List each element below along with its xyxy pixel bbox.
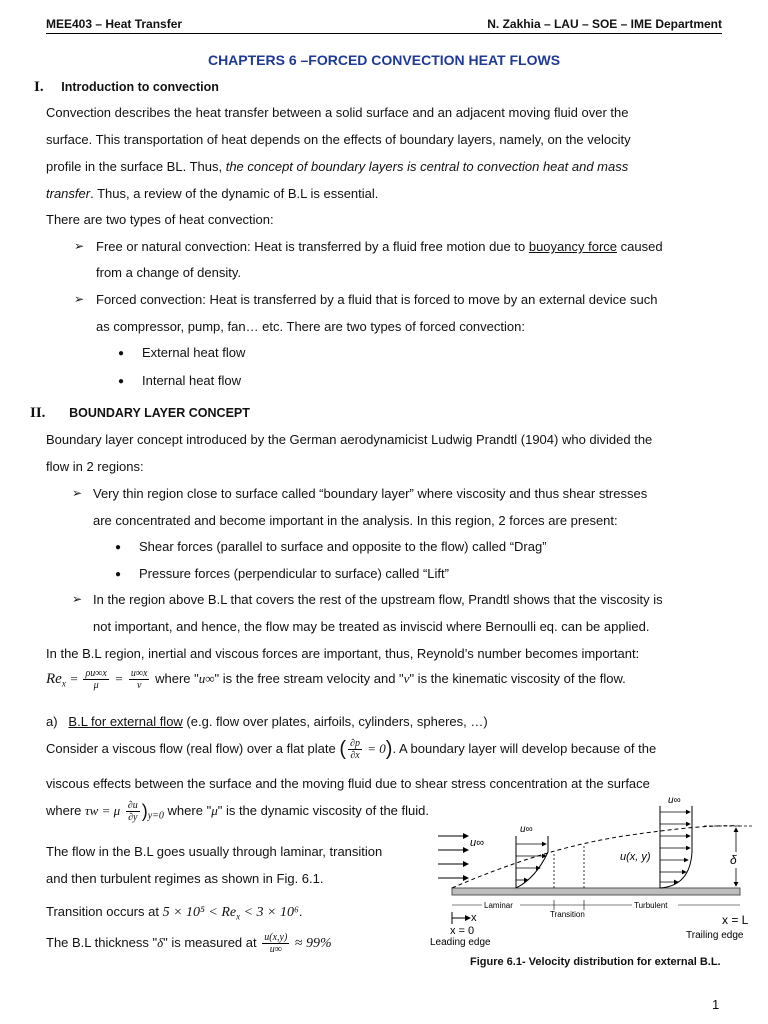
- re-fraction-1: [83, 668, 108, 691]
- text-run: .: [298, 904, 303, 919]
- re-fraction-2: [129, 668, 150, 691]
- text-run: where: [46, 802, 86, 818]
- s2-bullet2-line2: not important, and hence, the flow may be treated as inviscid where Bernoulli eq. can be applied.: [93, 619, 650, 634]
- section-1-numeral: I.: [34, 79, 44, 95]
- fraction-denominator: ν: [136, 680, 142, 691]
- math-subscript: y=0: [147, 810, 164, 822]
- text-run: Free or natural convection: Heat is transferred by a fluid free motion due to: [96, 239, 529, 254]
- laminar-label: Laminar: [484, 901, 513, 910]
- math-run: ν: [403, 670, 410, 686]
- math-run: < 3 × 10⁶: [240, 905, 299, 920]
- section-2-numeral: II.: [30, 405, 46, 421]
- fraction-denominator: u∞: [269, 944, 282, 955]
- bullet-arrow-icon: ➢: [74, 292, 85, 306]
- text-run: The B.L thickness ": [46, 934, 158, 950]
- leading-edge-label: Leading edge: [430, 937, 491, 948]
- s2-bullet2-line1: In the region above B.L that covers the rest of the upstream flow, Prandtl shows that the viscosity is: [93, 592, 663, 607]
- s2-para1-line1: Boundary layer concept introduced by the German aerodynamicist Ludwig Prandtl (1904) who divided the: [46, 432, 653, 447]
- text-run: where ": [167, 802, 212, 818]
- bullet-dot-icon: ●: [115, 542, 122, 553]
- header-course: MEE403 – Heat Transfer: [46, 17, 183, 31]
- x-L-label: x = L: [722, 913, 749, 927]
- bl-edge-curve: [452, 826, 740, 888]
- section-2-title: BOUNDARY LAYER CONCEPT: [69, 406, 250, 420]
- bullet-arrow-icon: ➢: [72, 486, 83, 500]
- flat-plate: [452, 888, 740, 895]
- text-run: (e.g. flow over plates, airfoils, cylinders, spheres, …): [182, 714, 488, 729]
- bullet-dot-icon: ●: [118, 376, 125, 387]
- x-label: x: [471, 912, 477, 924]
- header-author: N. Zakhia – LAU – SOE – IME Department: [487, 17, 722, 31]
- text-run: . Thus, a review of the dynamic of B.L is essential.: [90, 186, 379, 201]
- fraction-numerator: u∞x: [130, 668, 148, 679]
- text-run: " is the dynamic viscosity of the fluid.: [217, 802, 429, 818]
- flow-regimes-line2: and then turbulent regimes as shown in Fig. 6.1.: [46, 871, 324, 886]
- s1-bullet2-line2: as compressor, pump, fan… etc. There are two types of forced convection:: [96, 319, 525, 334]
- bullet-dot-icon: ●: [115, 569, 122, 580]
- bullet-arrow-icon: ➢: [74, 239, 85, 253]
- s1-sub-bullet1: External heat flow: [142, 345, 246, 360]
- bl-thickness-line: [46, 932, 332, 955]
- reynolds-equation: $Re_x$ = $\frac{\rho u\infty x}{\mu}$ = $\frac{u\infty x}{\nu}$ where "u∞" is the free stream velocity and "ν" is the kinematic viscosity of the flow.: [46, 668, 626, 691]
- dp-dx-fraction: [348, 738, 362, 761]
- text-run: Transition occurs at: [46, 904, 163, 919]
- s2-para1-line2: flow in 2 regions:: [46, 459, 144, 474]
- turbulent-profile: [660, 806, 692, 888]
- delta-label: δ: [730, 853, 737, 867]
- s2-bullet1-line1: Very thin region close to surface called “boundary layer” where viscosity and thus shear stresses: [93, 486, 648, 501]
- fraction-denominator: ∂y: [128, 812, 138, 823]
- text-run: where ": [155, 670, 199, 686]
- fraction-numerator: ρu∞x: [85, 668, 107, 679]
- page-title: CHAPTERS 6 –FORCED CONVECTION HEAT FLOWS: [207, 52, 561, 68]
- u-inf-left-label: u∞: [470, 837, 484, 849]
- subsection-title: B.L for external flow: [68, 714, 183, 729]
- math-subscript: x: [236, 911, 241, 922]
- s1-sub-bullet2: Internal heat flow: [142, 373, 242, 388]
- math-run: μ: [211, 802, 218, 818]
- text-run: " is the free stream velocity and ": [214, 670, 404, 686]
- underlined-run: buoyancy force: [528, 239, 618, 254]
- inflow-arrows: [438, 836, 468, 878]
- section-1-heading: [34, 79, 219, 96]
- transition-line: [46, 904, 302, 922]
- bullet-arrow-icon: ➢: [72, 592, 83, 606]
- math-run: 5 × 10⁵ < Re: [162, 905, 237, 920]
- s1-bullet1-line2: from a change of density.: [96, 265, 242, 280]
- italic-run: transfer: [46, 186, 91, 201]
- s1-para2: There are two types of heat convection:: [46, 212, 274, 227]
- text-run: caused: [617, 239, 663, 254]
- s2-bullet1-line2: are concentrated and become important in the analysis. In this region, 2 forces are present:: [93, 513, 618, 528]
- s1-para1-line1: Convection describes the heat transfer between a solid surface and an adjacent moving fluid over the: [46, 105, 629, 120]
- text-run: . A boundary layer will develop because of the: [392, 740, 657, 756]
- re-symbol: Re: [46, 670, 62, 687]
- fraction-denominator: μ: [93, 680, 99, 691]
- header-divider: [46, 33, 722, 34]
- u-ratio-fraction: [262, 932, 289, 955]
- italic-run: the concept of boundary layers is central to convection heat and mass: [225, 159, 629, 174]
- text-run: " is measured at: [163, 934, 261, 950]
- s2-sub-bullet1: Shear forces (parallel to surface and opposite to the flow) called “Drag”: [139, 539, 547, 554]
- consider-line: Consider a viscous flow (real flow) over a flat plate ( $\frac{\partial p}{\partial x}$ = 0). A boundary layer will develop because of the: [46, 738, 657, 761]
- math-run: = 0: [363, 740, 386, 756]
- s2-sub-bullet2: Pressure forces (perpendicular to surface) called “Lift”: [139, 566, 449, 581]
- s1-para1-line4: [46, 186, 378, 201]
- s2-para2: In the B.L region, inertial and viscous forces are important, thus, Reynold’s number becomes important:: [46, 646, 640, 661]
- re-subscript: x: [61, 678, 66, 689]
- du-dy-fraction: [126, 800, 140, 823]
- bullet-dot-icon: ●: [118, 348, 125, 359]
- flow-regimes-line1: The flow in the B.L goes usually through laminar, transition: [46, 844, 383, 859]
- fraction-numerator: u(x,y): [264, 932, 288, 943]
- s1-para1-line3: [46, 159, 628, 174]
- figure-caption: Figure 6.1- Velocity distribution for external B.L.: [470, 956, 721, 968]
- turbulent-arrows: [660, 812, 690, 882]
- u-inf-mid-label: u∞: [520, 824, 533, 835]
- math-run: u∞: [198, 670, 215, 686]
- math-run: τw = μ: [85, 802, 121, 818]
- s1-para1-line2: surface. This transportation of heat depends on the effects of boundary layers, namely, on the velocity: [46, 132, 631, 147]
- viscous-line: viscous effects between the surface and the moving fluid due to shear stress concentration at the surface: [46, 776, 650, 791]
- section-2-heading: [30, 405, 250, 422]
- x-zero-label: x = 0: [450, 925, 475, 937]
- fraction-denominator: ∂x: [350, 750, 360, 761]
- turbulent-label: Turbulent: [634, 901, 668, 910]
- s1-bullet1-line1: [96, 239, 663, 254]
- fraction-numerator: ∂u: [127, 800, 138, 811]
- u-xy-label: u(x, y): [620, 851, 651, 863]
- u-inf-top-label: u∞: [668, 795, 681, 806]
- text-run: profile in the surface BL. Thus,: [46, 159, 226, 174]
- math-run: δ: [157, 934, 164, 950]
- subsection-a: [46, 714, 488, 729]
- shear-stress-line: where τw = μ $\frac{\partial u}{\partial y}$ )$_{y=0}$ where "μ" is the dynamic viscosity of the fluid.: [46, 800, 429, 823]
- trailing-edge-label: Trailing edge: [686, 930, 744, 941]
- transition-label: Transition: [550, 910, 585, 919]
- text-run: Consider a viscous flow (real flow) over a flat plate: [46, 740, 340, 756]
- text-run: " is the kinematic viscosity of the flow.: [409, 670, 626, 686]
- s1-bullet2-line1: Forced convection: Heat is transferred by a fluid that is forced to move by an external device such: [96, 292, 658, 307]
- figure-velocity-distribution: [424, 792, 760, 952]
- math-run: ≈ 99%: [291, 935, 332, 951]
- subsection-label: a): [46, 714, 58, 729]
- fraction-numerator: ∂p: [350, 738, 360, 749]
- section-1-title: Introduction to convection: [61, 80, 219, 94]
- page-number: 1: [712, 997, 720, 1012]
